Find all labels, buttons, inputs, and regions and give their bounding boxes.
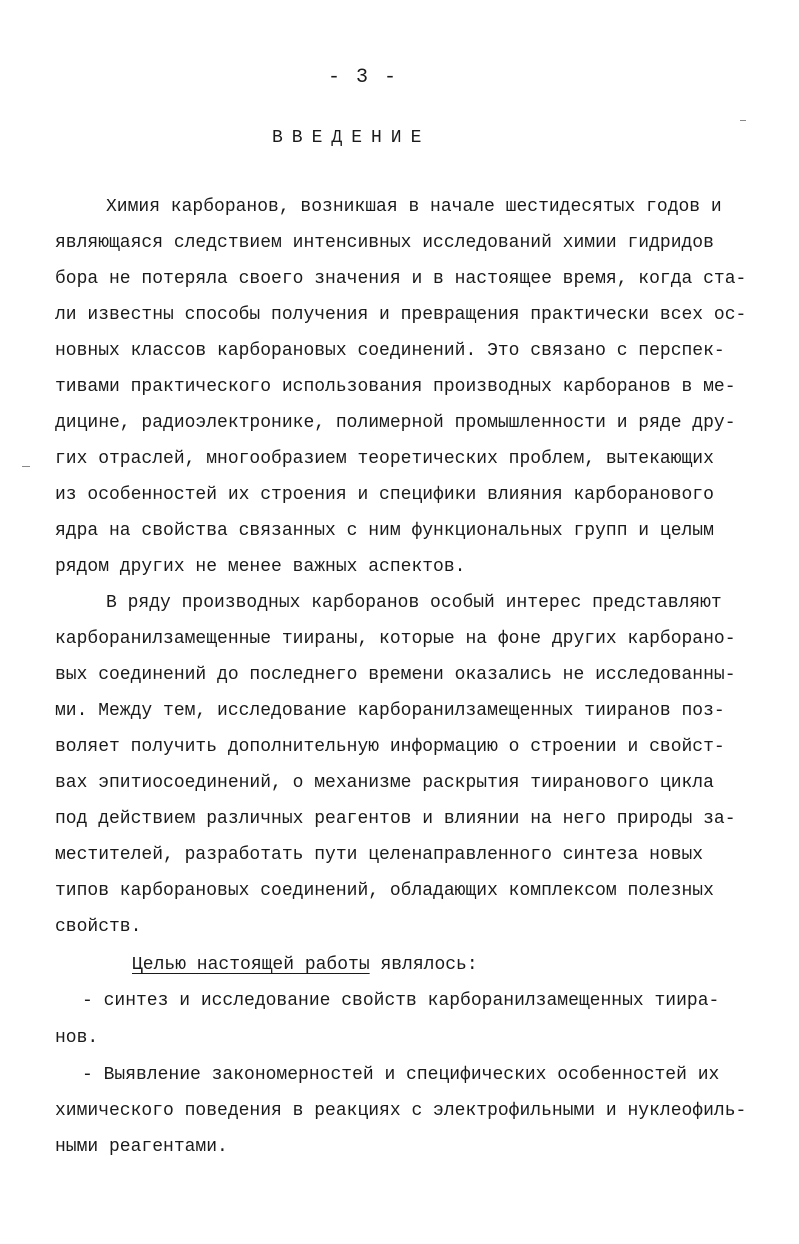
goal-item-2-line: - Выявление закономерностей и специфических особенностей их <box>82 1065 720 1085</box>
page-number: - 3 - <box>328 66 399 89</box>
text-line: рядом других не менее важных аспектов. <box>55 557 466 577</box>
text-line: бора не потеряла своего значения и в настоящее время, когда ста- <box>55 269 747 289</box>
scan-mark <box>740 120 746 121</box>
text-line: Химия карборанов, возникшая в начале шестидесятых годов и <box>106 197 722 217</box>
text-line: В ряду производных карборанов особый интерес представляют <box>106 593 722 613</box>
text-line: являющаяся следствием интенсивных исследований химии гидридов <box>55 233 714 253</box>
goal-heading-underlined: Целью настоящей работы <box>132 955 370 975</box>
text-line: ядра на свойства связанных с ним функциональных групп и целым <box>55 521 714 541</box>
goal-item-2-line: ными реагентами. <box>55 1137 228 1157</box>
text-line: местителей, разработать пути целенаправленного синтеза новых <box>55 845 704 865</box>
text-line: гих отраслей, многообразием теоретических проблем, вытекающих <box>55 449 714 469</box>
text-line: вах эпитиосоединений, о механизме раскрытия тииранового цикла <box>55 773 714 793</box>
text-line: ми. Между тем, исследование карборанилзамещенных тииранов поз- <box>55 701 725 721</box>
text-line: ли известны способы получения и превращения практически всех ос- <box>55 305 747 325</box>
text-line: воляет получить дополнительную информацию о строении и свойст- <box>55 737 725 757</box>
section-title: ВВЕДЕНИЕ <box>272 128 431 148</box>
text-line: свойств. <box>55 917 142 937</box>
goal-heading-rest: являлось: <box>369 955 478 975</box>
text-line: вых соединений до последнего времени оказались не исследованны- <box>55 665 736 685</box>
goal-item-2-line: химического поведения в реакциях с электрофильными и нуклеофиль- <box>55 1101 747 1121</box>
goal-item-1-line: нов. <box>55 1028 99 1048</box>
goal-item-1-line: - синтез и исследование свойств карборанилзамещенных тиира- <box>82 991 720 1011</box>
scan-mark <box>22 466 30 467</box>
goal-heading <box>132 953 478 977</box>
text-line: под действием различных реагентов и влиянии на него природы за- <box>55 809 736 829</box>
text-line: тивами практического использования производных карборанов в ме- <box>55 377 736 397</box>
text-line: новных классов карборановых соединений. Это связано с перспек- <box>55 341 725 361</box>
text-line: из особенностей их строения и специфики влияния карборанового <box>55 485 714 505</box>
text-line: карборанилзамещенные тиираны, которые на фоне других карборано- <box>55 629 736 649</box>
text-line: дицине, радиоэлектронике, полимерной промышленности и ряде дру- <box>55 413 736 433</box>
text-line: типов карборановых соединений, обладающих комплексом полезных <box>55 881 714 901</box>
